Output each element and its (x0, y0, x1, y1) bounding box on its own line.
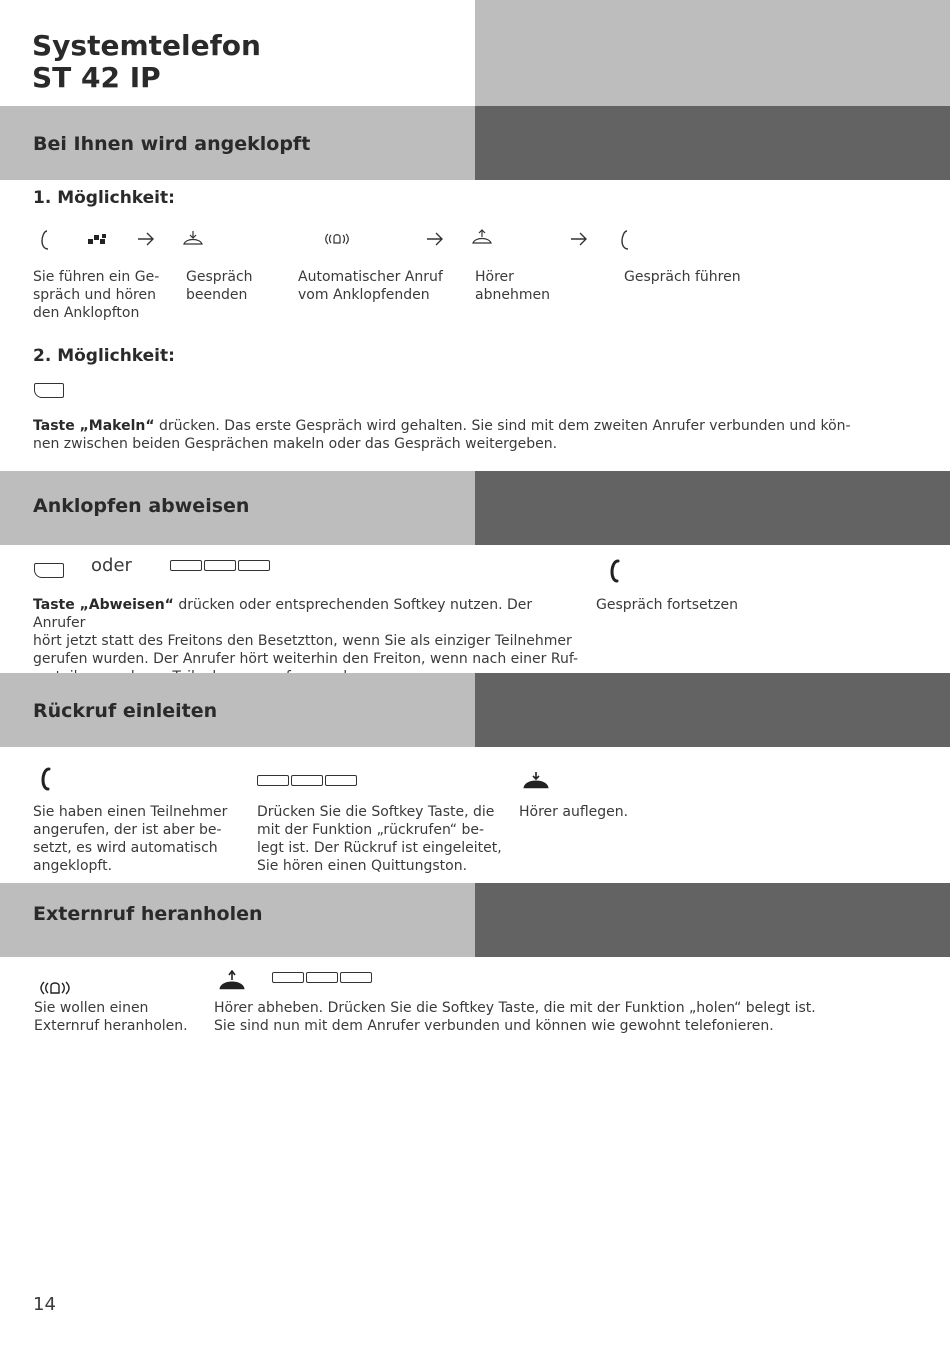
handset-icon (39, 767, 53, 791)
option2-heading: 2. Möglichkeit: (33, 346, 175, 366)
arrow-right-icon (570, 232, 588, 246)
title-line1: Systemtelefon (32, 29, 261, 62)
rueckruf-col3: Hörer auflegen. (519, 804, 629, 820)
softkey (306, 972, 338, 983)
hang-up-icon (523, 771, 549, 789)
abweisen-right-text: Gespräch fortsetzen (596, 597, 738, 613)
rueckruf-col2: Drücken Sie die Softkey Taste, die mit der Funktion „rückrufen“ be- legt ist. Der Rückruf ist eingeleitet, Sie hören einen Quittungston. (257, 804, 502, 874)
softkey-row-icon (170, 560, 270, 571)
ringing-icon (325, 232, 349, 246)
option1-step4: Hörer abnehmen (475, 269, 550, 303)
option1-step1: Sie führen ein Ge- spräch und hören den Anklopfton (33, 269, 160, 321)
section-band-extern-dark (475, 883, 950, 957)
function-key-icon (34, 383, 64, 398)
option2-bold: Taste „Makeln“ (33, 418, 155, 434)
softkey-row-icon (272, 972, 372, 983)
hang-up-icon (182, 230, 204, 246)
arrow-right-icon (426, 232, 444, 246)
softkey-row-icon (257, 775, 357, 786)
page-number: 14 (33, 1294, 56, 1315)
softkey (257, 775, 289, 786)
abweisen-bold: Taste „Abweisen“ (33, 597, 174, 613)
option1-step3: Automatischer Anruf vom Anklopfenden (298, 269, 443, 303)
section-heading-anklopf: Bei Ihnen wird angeklopft (33, 133, 311, 155)
handset-icon (618, 229, 632, 251)
header-gray-block (475, 0, 950, 106)
section-heading-extern: Externruf heranholen (33, 903, 263, 925)
section-band-rueckruf-dark (475, 673, 950, 747)
pick-up-icon (471, 229, 493, 245)
rueckruf-col1: Sie haben einen Teilnehmer angerufen, der ist aber be- setzt, es wird automatisch angeklopft. (33, 804, 228, 874)
title-line2: ST 42 IP (32, 61, 161, 94)
option2-text (33, 417, 913, 453)
softkey (238, 560, 270, 571)
arrow-right-icon (137, 232, 155, 246)
extern-col1: Sie wollen einen Externruf heranholen. (34, 1000, 188, 1034)
softkey (325, 775, 357, 786)
section-band-abweisen-dark (475, 471, 950, 545)
handset-icon (608, 559, 622, 583)
softkey (204, 560, 236, 571)
abweisen-text-line1: drücken oder entsprechenden Softkey nutzen. Der Anrufer (33, 597, 533, 631)
section-heading-rueckruf: Rückruf einleiten (33, 700, 218, 722)
option1-step5: Gespräch führen (624, 269, 741, 285)
option1-step2: Gespräch beenden (186, 269, 253, 303)
option2-text-line1: drücken. Das erste Gespräch wird gehalten. Sie sind mit dem zweiten Anrufer verbunden und kön- (154, 418, 851, 434)
softkey (291, 775, 323, 786)
pick-up-icon (219, 970, 245, 990)
abweisen-text-rest: hört jetzt statt des Freitons den Besetztton, wenn Sie als einziger Teilnehmer gerufen wurden. Der Anrufer hört weiterhin den Freiton, wenn nach einer Ruf- (33, 633, 579, 667)
handset-icon (38, 229, 52, 251)
function-key-icon (34, 563, 64, 578)
page-title (32, 30, 261, 94)
oder-label: oder (91, 555, 132, 576)
softkey (272, 972, 304, 983)
option2-text-line2: nen zwischen beiden Gesprächen makeln oder das Gespräch weitergeben. (33, 436, 558, 452)
softkey (170, 560, 202, 571)
section-heading-abweisen: Anklopfen abweisen (33, 495, 250, 517)
ringing-icon (40, 980, 70, 996)
section-band-anklopf-dark (475, 106, 950, 180)
option1-heading: 1. Möglichkeit: (33, 188, 175, 208)
keypad-icon (88, 234, 108, 246)
extern-col2: Hörer abheben. Drücken Sie die Softkey Taste, die mit der Funktion „holen“ belegt ist. Sie sind nun mit dem Anrufer verbunden und können wie gewohnt telefonieren. (214, 1000, 816, 1034)
softkey (340, 972, 372, 983)
